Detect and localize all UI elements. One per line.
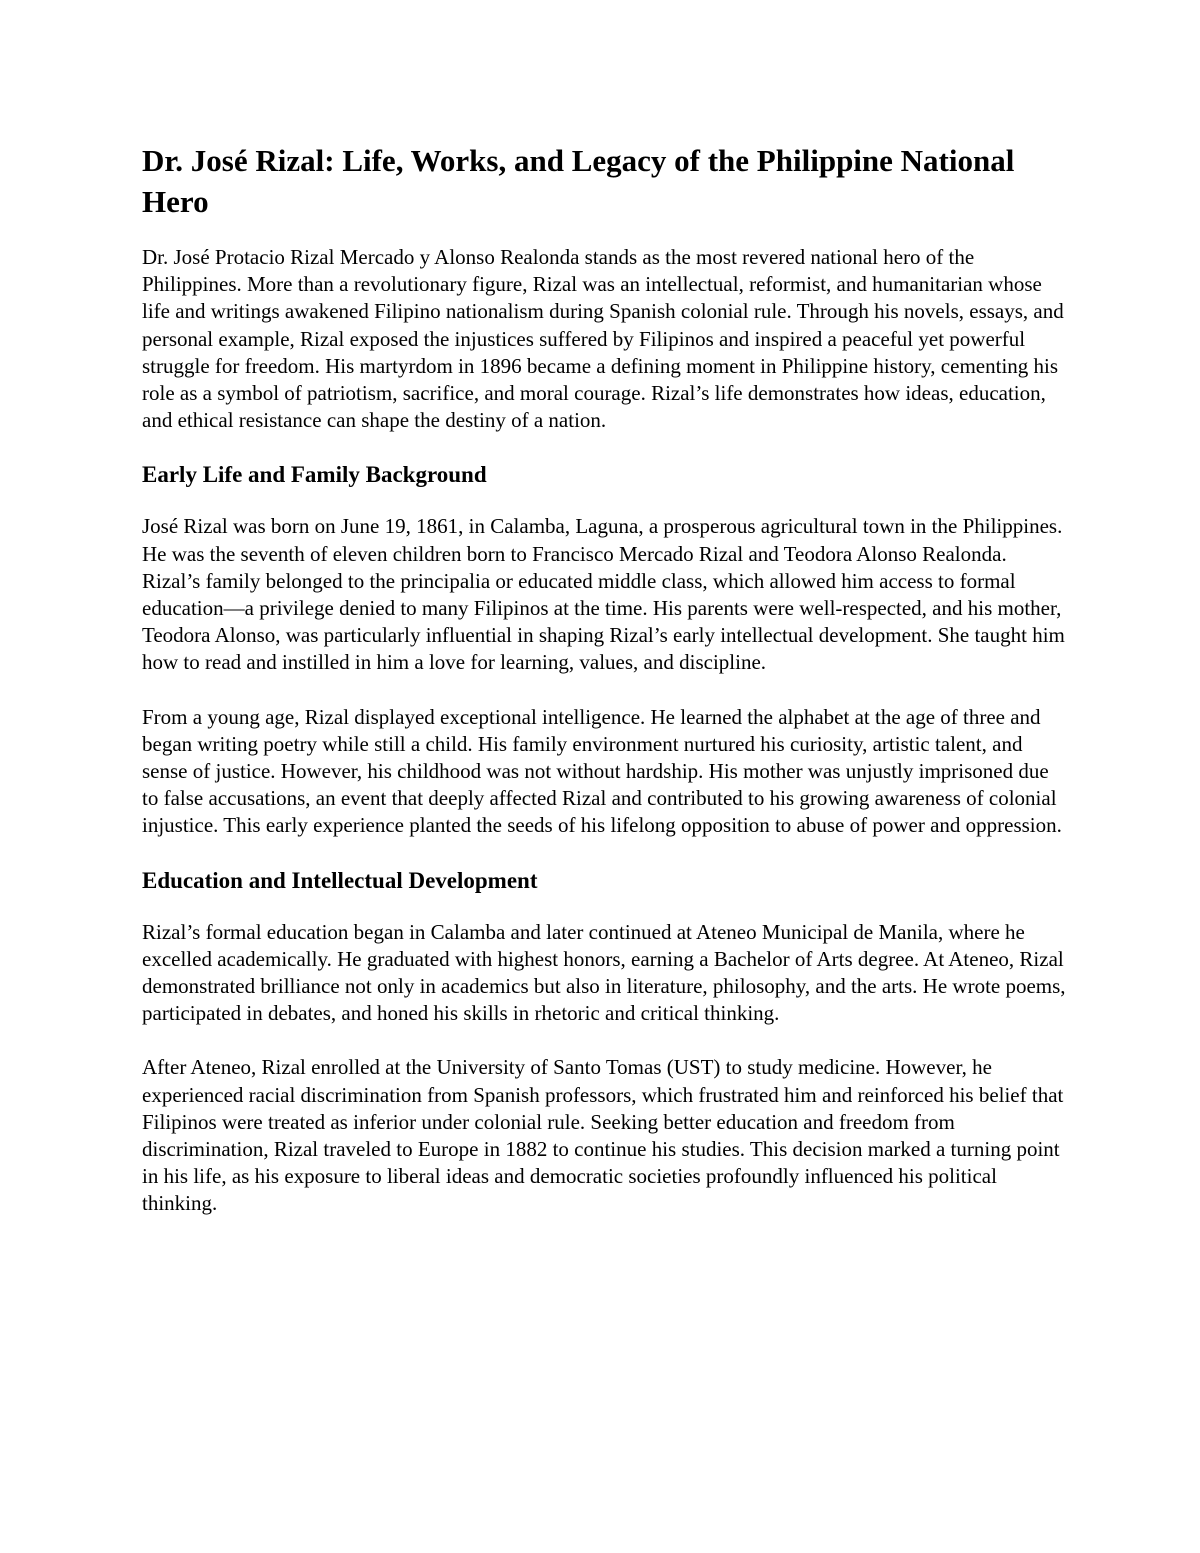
paragraph: José Rizal was born on June 19, 1861, in Calamba, Laguna, a prosperous agricultural town in the Philippines. He was the seventh of eleven children born to Francisco Mercado Rizal and Teodora Alonso Realonda. Rizal’s family belonged to the principalia or educated middle class, which allowed him access to formal education—a privilege denied to many Filipinos at the time. His parents were well-respected, and his mother, Teodora Alonso, was particularly influential in shaping Rizal’s early intellectual development. She taught him how to read and instilled in him a love for learning, values, and discipline. bbox=[142, 514, 1065, 675]
document-page bbox=[142, 140, 1067, 1245]
section-heading: Education and Intellectual Development bbox=[142, 867, 538, 893]
section-early-life bbox=[142, 461, 1067, 839]
section-education bbox=[142, 867, 1067, 1218]
paragraph: From a young age, Rizal displayed exceptional intelligence. He learned the alphabet at the age of three and began writing poetry while still a child. His family environment nurtured his curiosity, artistic talent, and sense of justice. However, his childhood was not without hardship. His mother was unjustly imprisoned due to false accusations, an event that deeply affected Rizal and contributed to his growing awareness of colonial injustice. This early experience planted the seeds of his lifelong opposition to abuse of power and oppression. bbox=[142, 704, 1062, 838]
paragraph: After Ateneo, Rizal enrolled at the University of Santo Tomas (UST) to study medicine. However, he experienced racial discrimination from Spanish professors, which frustrated him and reinforced his belief that Filipinos were treated as inferior under colonial rule. Seeking better education and freedom from discrimination, Rizal traveled to Europe in 1882 to continue his studies. This decision marked a turning point in his life, as his exposure to liberal ideas and democratic societies profoundly influenced his political thinking. bbox=[142, 1055, 1064, 1216]
section-heading: Early Life and Family Background bbox=[142, 462, 487, 488]
document-title: Dr. José Rizal: Life, Works, and Legacy of the Philippine National Hero bbox=[142, 143, 1015, 219]
intro-paragraph: Dr. José Protacio Rizal Mercado y Alonso Realonda stands as the most revered national hero of the Philippines. More than a revolutionary figure, Rizal was an intellectual, reformist, and humanitarian whose life and writings awakened Filipino nationalism during Spanish colonial rule. Through his novels, essays, and personal example, Rizal exposed the injustices suffered by Filipinos and inspired a peaceful yet powerful struggle for freedom. His martyrdom in 1896 became a defining moment in Philippine history, cementing his role as a symbol of patriotism, sacrifice, and moral courage. Rizal’s life demonstrates how ideas, education, and ethical resistance can shape the destiny of a nation. bbox=[142, 245, 1064, 433]
paragraph: Rizal’s formal education began in Calamba and later continued at Ateneo Municipal de Manila, where he excelled academically. He graduated with highest honors, earning a Bachelor of Arts degree. At Ateneo, Rizal demonstrated brilliance not only in academics but also in literature, philosophy, and the arts. He wrote poems, participated in debates, and honed his skills in rhetoric and critical thinking. bbox=[142, 919, 1066, 1026]
